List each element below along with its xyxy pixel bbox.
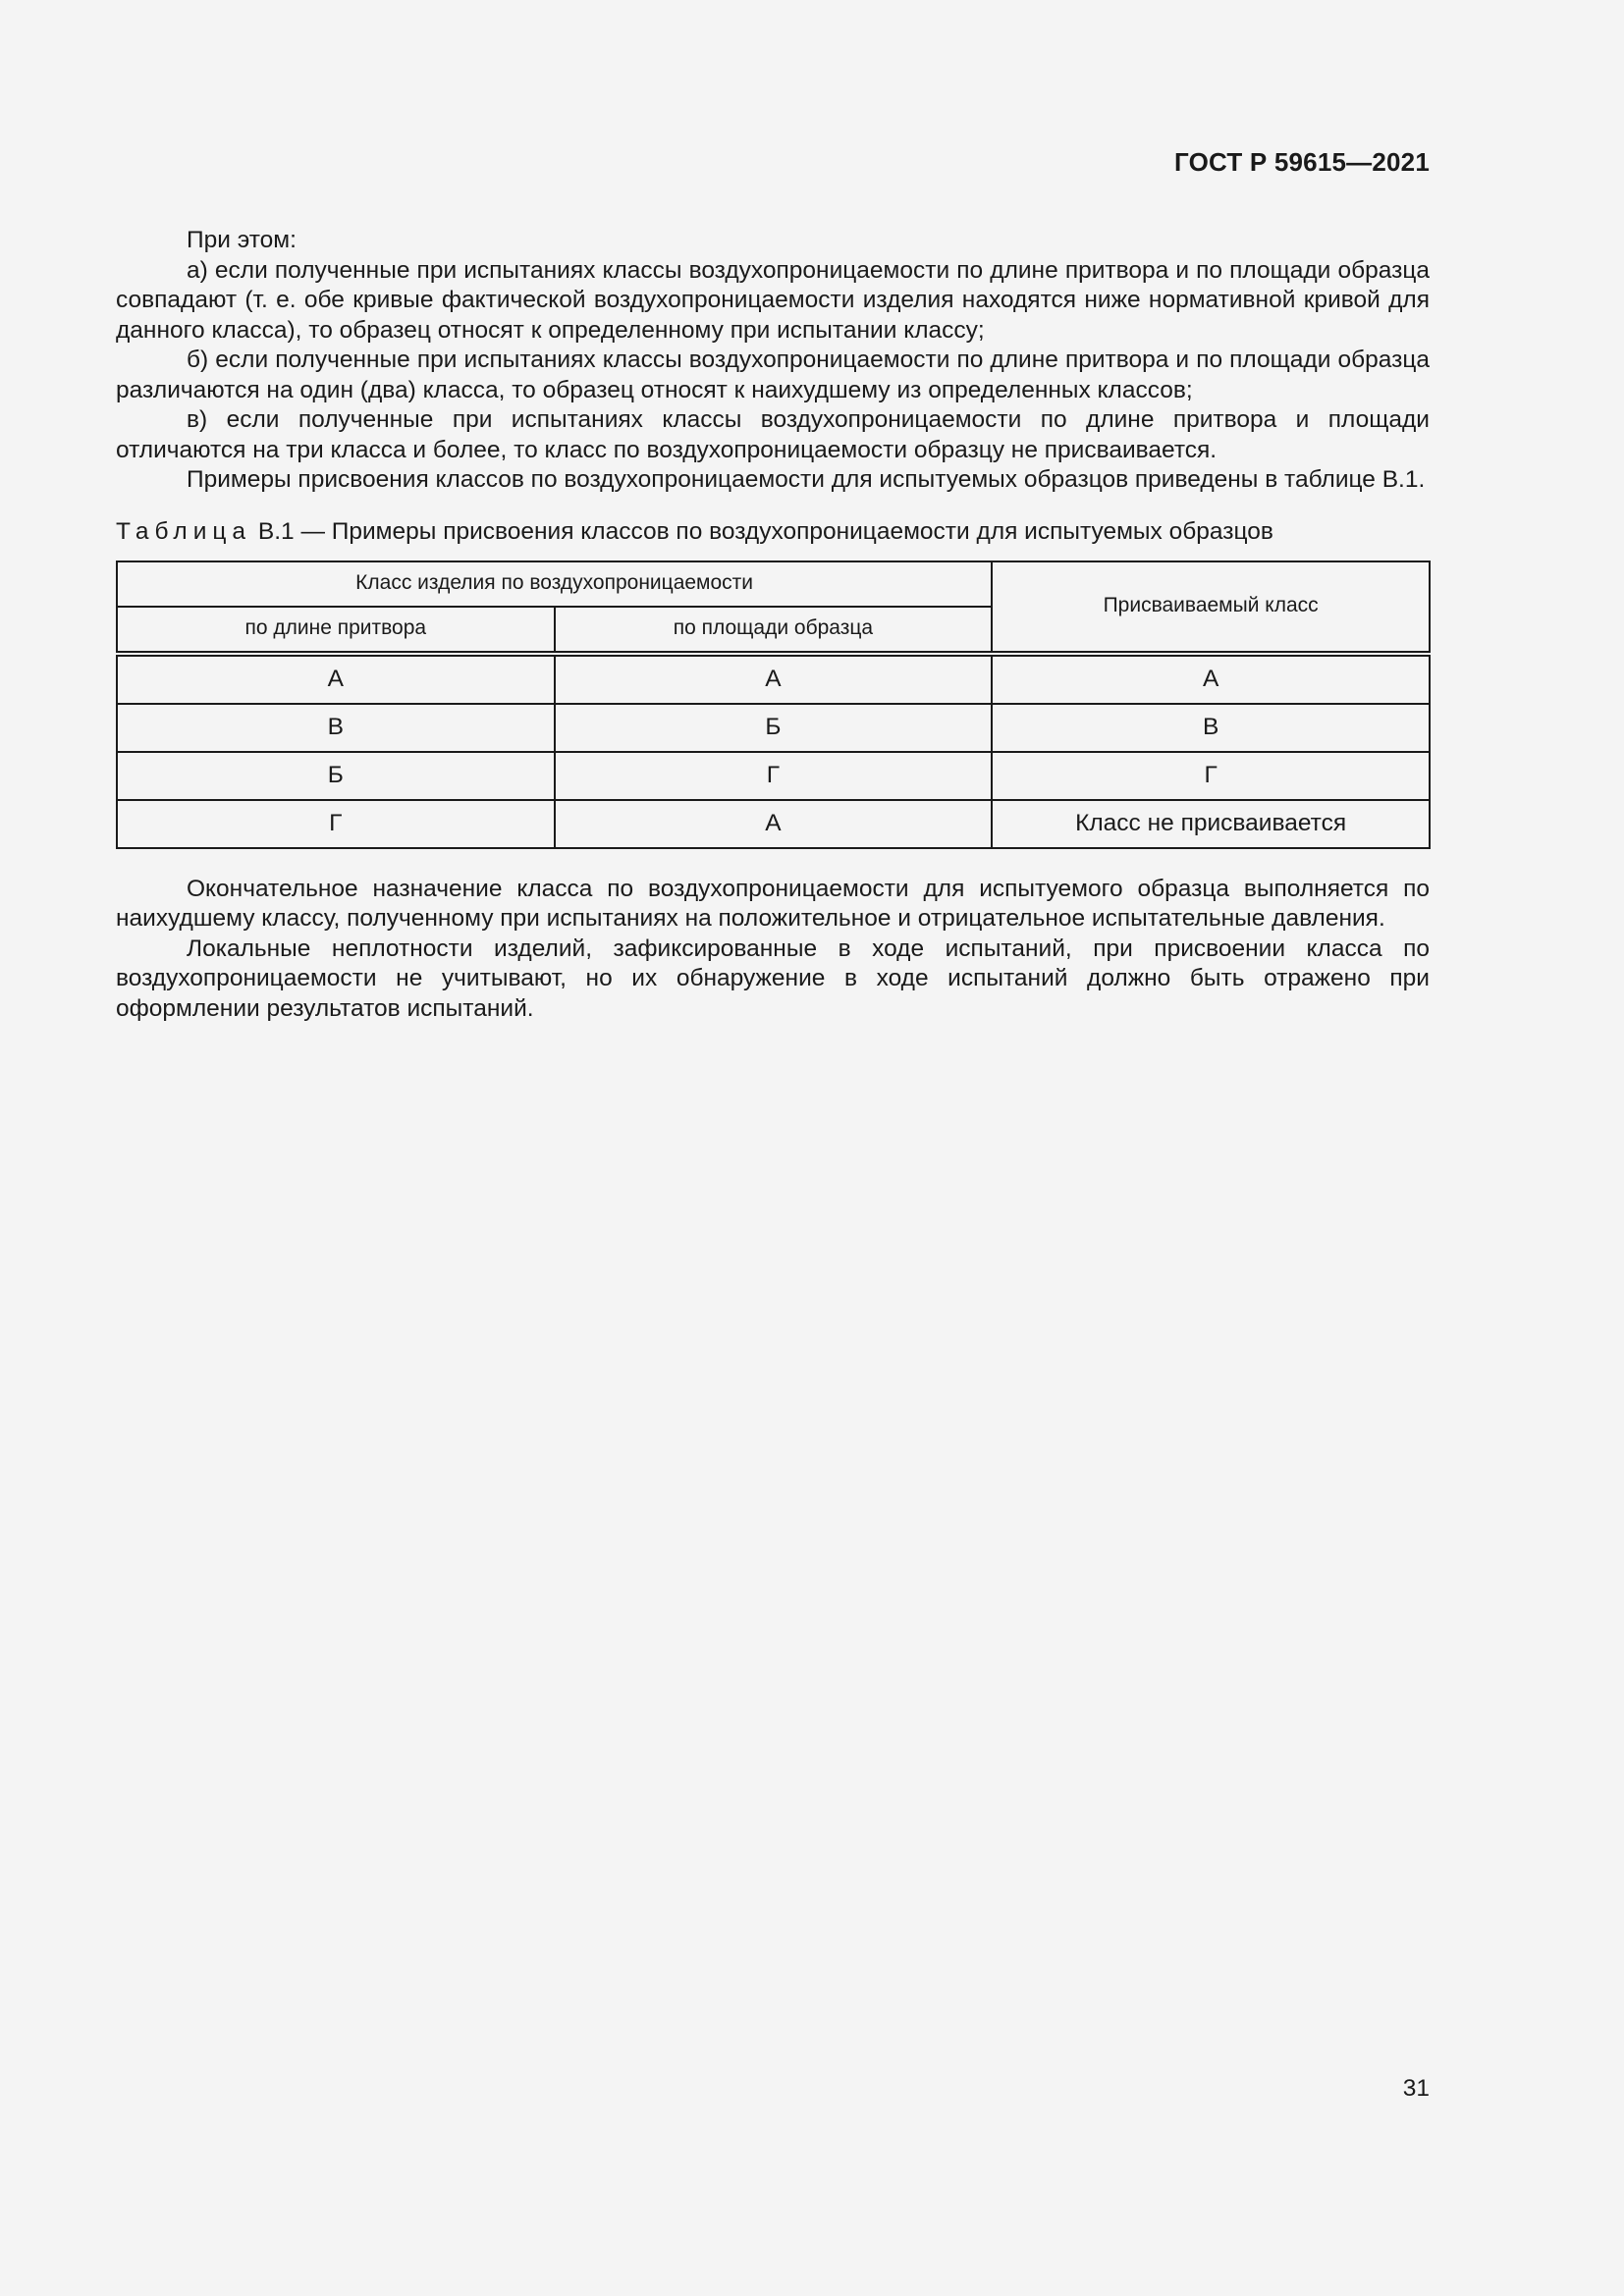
table-cell-by-length: Б (117, 752, 555, 800)
paragraph-local-leaks: Локальные неплотности изделий, зафиксированные в ходе испытаний, при присвоении класса по воздухопроницаемости не учитывают, но их обнаружение в ходе испытаний должно быть отражено при оформлении результатов испытаний. (116, 934, 1430, 1022)
table-cell-assigned: Класс не присваивается (992, 800, 1430, 848)
table-cell-assigned: В (992, 704, 1430, 752)
table-group-header: Класс изделия по воздухопроницаемости (117, 561, 992, 607)
class-assignment-table (116, 561, 1431, 849)
paragraph-intro: При этом: (187, 227, 297, 253)
table-header-by-area: по площади образца (555, 607, 993, 654)
table-row (117, 654, 1430, 704)
table-cell-by-length: Г (117, 800, 555, 848)
table-cell-by-area: А (555, 800, 993, 848)
table-caption (116, 517, 1430, 547)
table-header-by-length: по длине притвора (117, 607, 555, 654)
table-caption-text: В.1 — Примеры присвоения классов по воздухопроницаемости для испытуемых образцов (251, 517, 1273, 545)
table-cell-by-area: Г (555, 752, 993, 800)
paragraph-item-v: в) если полученные при испытаниях классы воздухопроницаемости по длине притвора и площади отличаются на три класса и более, то класс по воздухопроницаемости образцу не присваивается. (116, 406, 1430, 463)
table-cell-by-length: В (117, 704, 555, 752)
paragraphs-after-table (116, 875, 1430, 1025)
document-standard-id: ГОСТ Р 59615—2021 (1174, 147, 1430, 177)
page-number: 31 (1402, 2075, 1430, 2102)
paragraph-table-reference: Примеры присвоения классов по воздухопроницаемости для испытуемых образцов приведены в таблице В.1. (187, 466, 1426, 493)
table-cell-by-area: Б (555, 704, 993, 752)
document-body (116, 226, 1430, 1024)
paragraph-final-assignment: Окончательное назначение класса по воздухопроницаемости для испытуемого образца выполняется по наихудшему классу, полученному при испытаниях на положительное и отрицательное испытательные давления. (116, 875, 1430, 932)
paragraph-item-a: а) если полученные при испытаниях классы воздухопроницаемости по длине притвора и по площади образца совпадают (т. е. обе кривые фактической воздухопроницаемости изделия находятся ниже нормативной кривой для данного класса), то образец относят к определенному при испытании классу; (116, 256, 1430, 344)
paragraph-item-b: б) если полученные при испытаниях классы воздухопроницаемости по длине притвора и по площади образца различаются на один (два) класса, то образец относят к наихудшему из определенных классов; (116, 347, 1430, 403)
table-caption-label: Таблица (116, 517, 252, 545)
table-header-assigned-class: Присваиваемый класс (992, 561, 1430, 654)
table-cell-by-length: А (117, 654, 555, 704)
table-cell-assigned: А (992, 654, 1430, 704)
table-row (117, 704, 1430, 752)
table-row (117, 800, 1430, 848)
table-cell-by-area: А (555, 654, 993, 704)
table-cell-assigned: Г (992, 752, 1430, 800)
table-row (117, 752, 1430, 800)
